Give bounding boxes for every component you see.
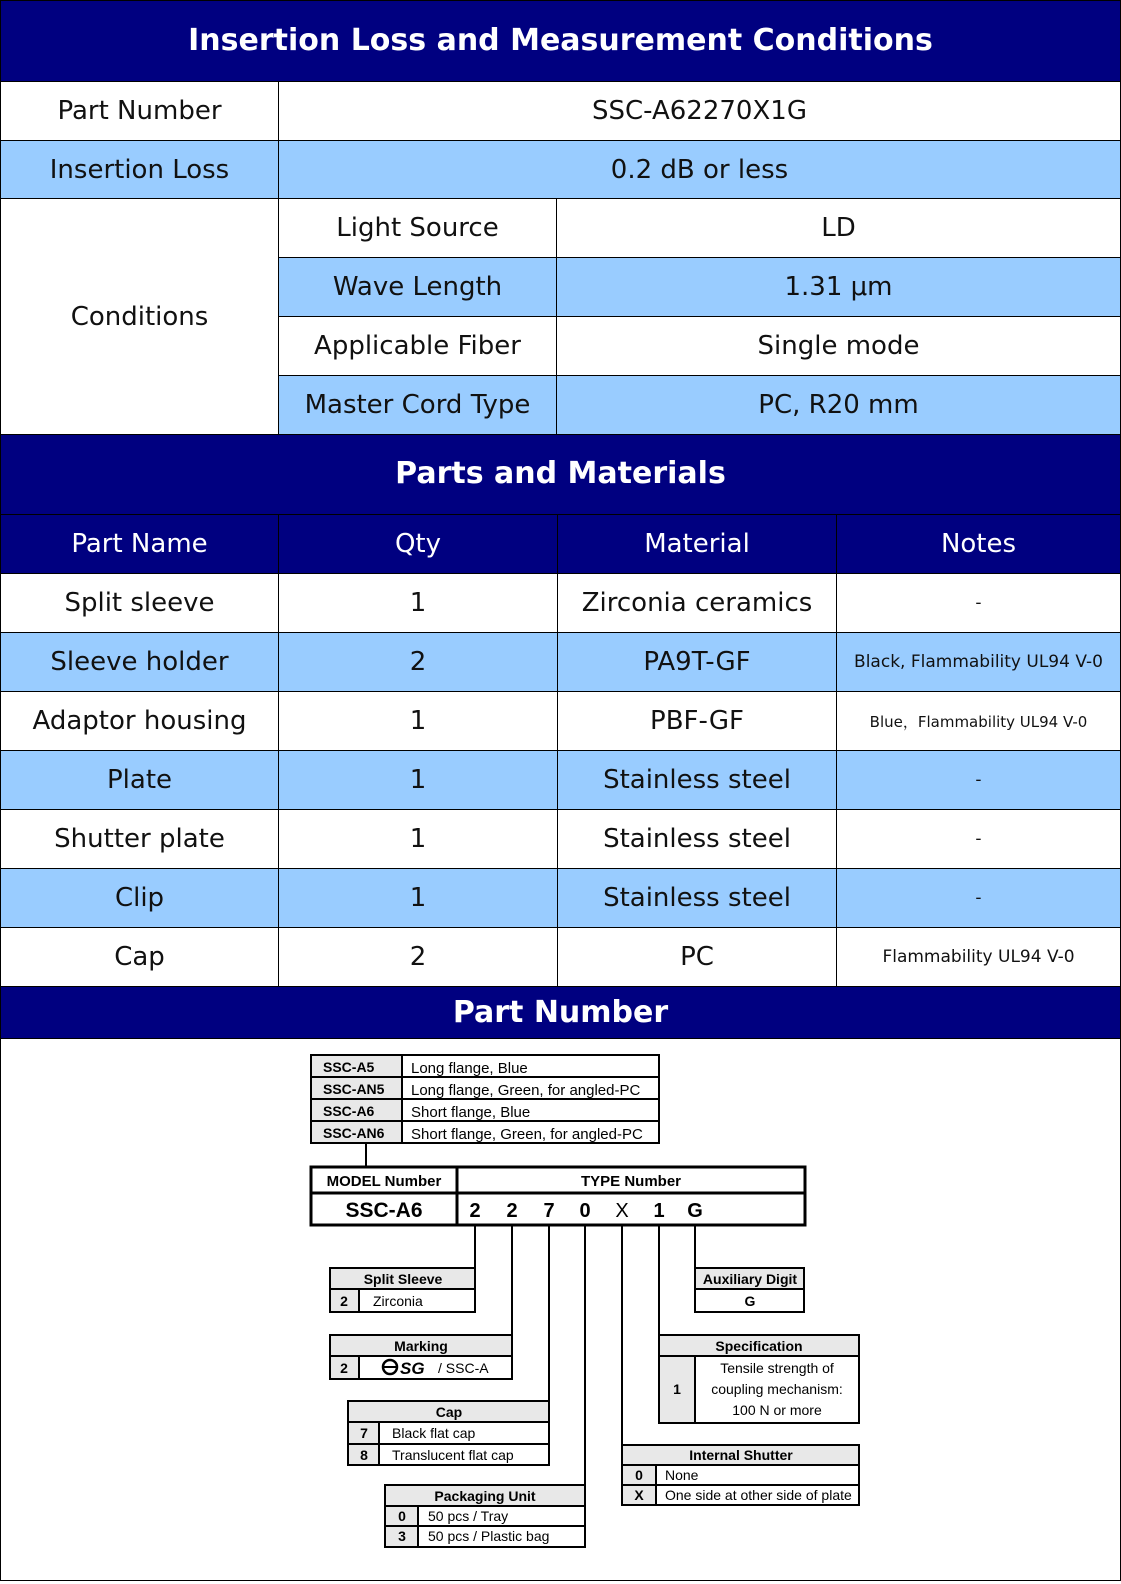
condition-label: Wave Length — [279, 258, 557, 317]
table-row — [1, 869, 1120, 928]
table-row — [1, 810, 1120, 869]
part-qty: 1 — [279, 692, 558, 751]
model-desc: Long flange, Blue — [411, 1060, 528, 1077]
part-material: Stainless steel — [558, 810, 837, 869]
condition-row — [279, 376, 1120, 435]
packaging-code: 0 — [398, 1508, 406, 1524]
parts-header-row — [1, 515, 1120, 574]
cap-code: 8 — [360, 1447, 368, 1463]
part-qty: 1 — [279, 751, 558, 810]
condition-value: Single mode — [557, 317, 1120, 376]
part-name: Plate — [1, 751, 279, 810]
part-name: Shutter plate — [1, 810, 279, 869]
shutter-code: 0 — [635, 1467, 643, 1483]
part-notes: - — [837, 810, 1120, 869]
header-notes: Notes — [837, 515, 1120, 574]
type-digit: 0 — [579, 1200, 591, 1222]
model-desc: Short flange, Green, for angled-PC — [411, 1126, 643, 1143]
condition-label: Light Source — [279, 199, 557, 258]
model-code: SSC-AN6 — [323, 1125, 385, 1141]
parts-section-title: Parts and Materials — [1, 435, 1120, 515]
part-notes: - — [837, 574, 1120, 633]
part-qty: 1 — [279, 810, 558, 869]
type-digit: G — [687, 1200, 703, 1222]
model-number-value: SSC-A6 — [345, 1199, 423, 1222]
auxiliary-code: G — [744, 1293, 756, 1309]
part-name: Cap — [1, 928, 279, 987]
model-code: SSC-AN5 — [323, 1081, 385, 1097]
type-digit: 2 — [506, 1200, 518, 1222]
part-number-value: SSC-A62270X1G — [279, 82, 1120, 141]
packaging-title: Packaging Unit — [434, 1488, 536, 1504]
part-number-diagram — [1, 1039, 1120, 1580]
marking-desc: / SSC-A — [438, 1360, 489, 1376]
cap-code: 7 — [360, 1425, 368, 1441]
shutter-desc: None — [665, 1467, 699, 1483]
header-part-name: Part Name — [1, 515, 279, 574]
specification-code: 1 — [673, 1381, 681, 1397]
marking-logo-text: SG — [400, 1359, 425, 1378]
part-material: PBF-GF — [558, 692, 837, 751]
condition-row — [279, 199, 1120, 258]
model-number-header: MODEL Number — [326, 1173, 442, 1190]
part-notes: Blue，Flammability UL94 V-0 — [837, 692, 1120, 751]
conditions-label: Conditions — [1, 199, 279, 435]
model-desc: Long flange, Green, for angled-PC — [411, 1082, 641, 1099]
table-row — [1, 574, 1120, 633]
condition-value: 1.31 μm — [557, 258, 1120, 317]
insertion-section-title: Insertion Loss and Measurement Conditions — [1, 1, 1120, 82]
insertion-loss-label: Insertion Loss — [1, 141, 279, 199]
auxiliary-title: Auxiliary Digit — [702, 1271, 798, 1287]
shutter-title: Internal Shutter — [689, 1447, 793, 1463]
part-name: Split sleeve — [1, 574, 279, 633]
cap-desc: Translucent flat cap — [392, 1447, 514, 1463]
insertion-loss-value: 0.2 dB or less — [279, 141, 1120, 199]
split-sleeve-code: 2 — [340, 1293, 348, 1309]
cap-desc: Black flat cap — [392, 1425, 476, 1441]
marking-title: Marking — [394, 1338, 448, 1354]
part-material: Stainless steel — [558, 869, 837, 928]
table-row — [1, 692, 1120, 751]
part-notes: - — [837, 869, 1120, 928]
condition-row — [279, 317, 1120, 376]
part-number-diagram-svg — [1, 1039, 1120, 1580]
part-qty: 1 — [279, 869, 558, 928]
shutter-desc: One side at other side of plate — [665, 1487, 852, 1503]
part-notes: - — [837, 751, 1120, 810]
part-qty: 2 — [279, 633, 558, 692]
condition-label: Master Cord Type — [279, 376, 557, 435]
model-code: SSC-A6 — [323, 1103, 375, 1119]
packaging-code: 3 — [398, 1528, 406, 1544]
table-row — [1, 633, 1120, 692]
specification-line: Tensile strength of — [720, 1360, 834, 1376]
cap-title: Cap — [435, 1404, 463, 1420]
condition-row — [279, 258, 1120, 317]
part-notes: Flammability UL94 V-0 — [837, 928, 1120, 987]
specification-line: 100 N or more — [732, 1402, 822, 1418]
part-name: Sleeve holder — [1, 633, 279, 692]
part-number-row — [1, 82, 1120, 141]
type-digit: 2 — [469, 1200, 481, 1222]
insertion-loss-row — [1, 141, 1120, 199]
specification-title: Specification — [715, 1338, 803, 1354]
table-row — [1, 751, 1120, 810]
part-notes: Black, Flammability UL94 V-0 — [837, 633, 1120, 692]
split-sleeve-desc: Zirconia — [373, 1293, 423, 1309]
part-qty: 2 — [279, 928, 558, 987]
table-row — [1, 928, 1120, 987]
part-number-label: Part Number — [1, 82, 279, 141]
header-material: Material — [558, 515, 837, 574]
marking-code: 2 — [340, 1360, 348, 1376]
part-material: Stainless steel — [558, 751, 837, 810]
type-digit: 1 — [653, 1200, 665, 1222]
part-material: PC — [558, 928, 837, 987]
condition-label: Applicable Fiber — [279, 317, 557, 376]
condition-value: LD — [557, 199, 1120, 258]
model-desc: Short flange, Blue — [411, 1104, 531, 1121]
shutter-code: X — [634, 1487, 644, 1503]
header-qty: Qty — [279, 515, 558, 574]
type-digit: X — [615, 1200, 629, 1222]
partnumber-section-title: Part Number — [1, 987, 1120, 1039]
model-code: SSC-A5 — [323, 1059, 375, 1075]
type-digit: 7 — [543, 1200, 555, 1222]
part-material: PA9T-GF — [558, 633, 837, 692]
part-qty: 1 — [279, 574, 558, 633]
part-name: Clip — [1, 869, 279, 928]
type-number-header: TYPE Number — [580, 1173, 682, 1190]
packaging-desc: 50 pcs / Plastic bag — [428, 1528, 550, 1544]
split-sleeve-title: Split Sleeve — [363, 1271, 443, 1287]
condition-value: PC, R20 mm — [557, 376, 1120, 435]
packaging-desc: 50 pcs / Tray — [428, 1508, 509, 1524]
part-material: Zirconia ceramics — [558, 574, 837, 633]
specification-line: coupling mechanism: — [711, 1381, 843, 1397]
part-name: Adaptor housing — [1, 692, 279, 751]
